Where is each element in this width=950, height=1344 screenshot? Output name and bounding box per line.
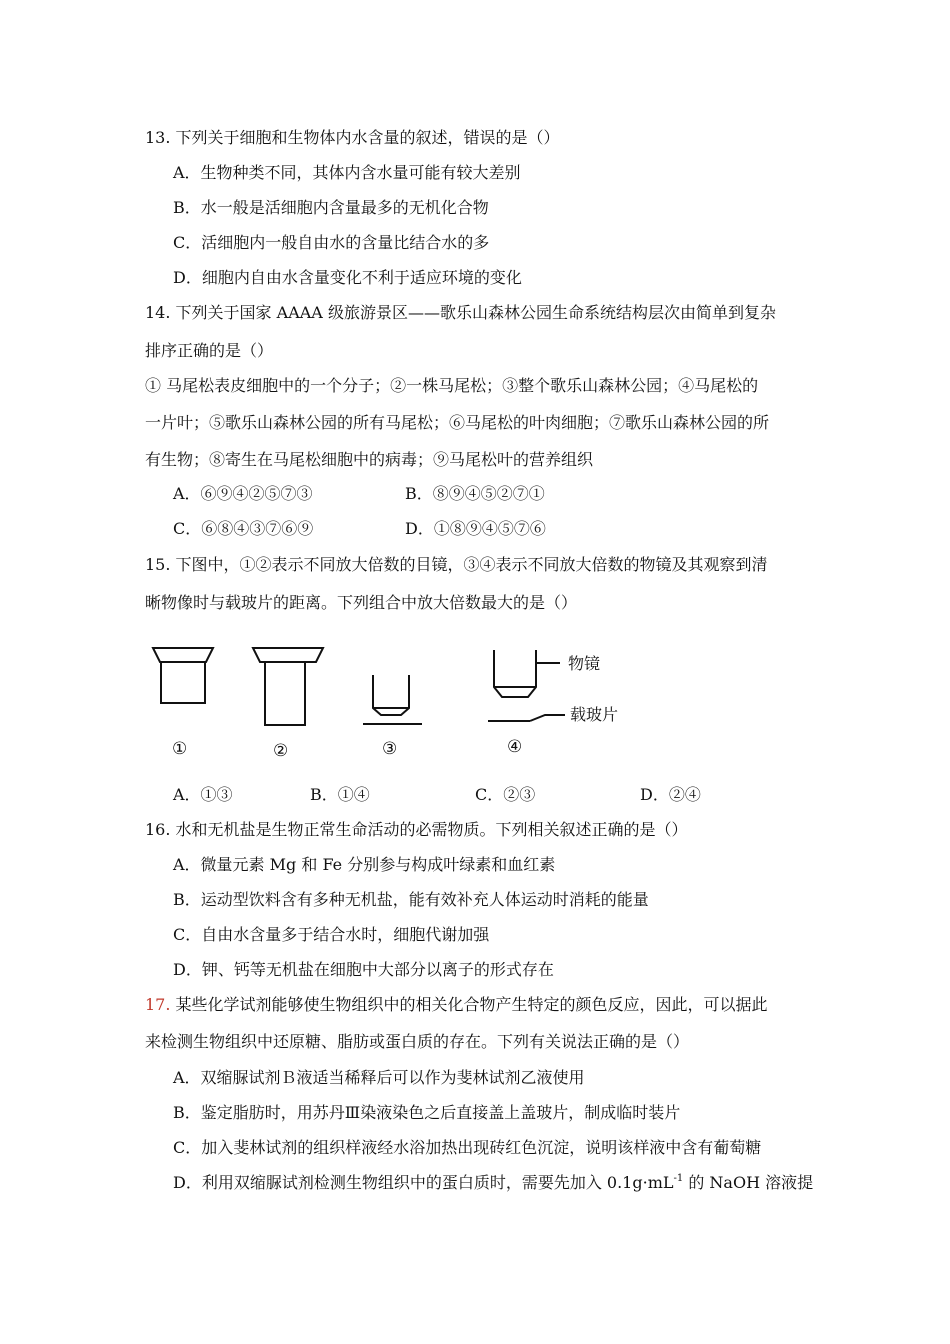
objective-4-shape [488, 650, 565, 721]
q17-option-d-superscript: -1 [673, 1173, 684, 1184]
q16-number: 16. [145, 820, 171, 839]
figure-label-3: ③ [382, 739, 398, 759]
q17-option-d [173, 1173, 813, 1196]
q14-option-d: D．①⑧⑨④⑤⑦⑥ [405, 519, 546, 538]
q13-number: 13. [145, 128, 171, 147]
q17-option-d-suffix: 的 NaOH 溶液提 [683, 1173, 814, 1192]
q15-option-c: C．②③ [475, 785, 536, 804]
q16-stem-text: 水和无机盐是生物正常生命活动的必需物质。下列相关叙述正确的是（） [175, 820, 688, 839]
q16-option-b: B．运动型饮料含有多种无机盐，能有效补充人体运动时消耗的能量 [173, 890, 649, 909]
q17-stem-text-1: 某些化学试剂能够使生物组织中的相关化合物产生特定的颜色反应，因此，可以据此 [175, 995, 768, 1014]
q15-stem-line2: 晰物像时与载玻片的距离。下列组合中放大倍数最大的是（） [145, 593, 578, 612]
figure-label-1: ① [172, 739, 188, 759]
q13-option-b: B．水一般是活细胞内含量最多的无机化合物 [173, 198, 489, 217]
figure-label-2: ② [273, 741, 289, 761]
q13-stem [145, 128, 560, 148]
q15-option-b: B．①④ [310, 785, 370, 804]
q15-option-d: D．②④ [640, 785, 701, 804]
q15-stem-text-1: 下图中，①②表示不同放大倍数的目镜，③④表示不同放大倍数的物镜及其观察到清 [175, 555, 768, 574]
q14-stem-line2: 排序正确的是（） [145, 341, 274, 360]
q17-stem-line2: 来检测生物组织中还原糖、脂肪或蛋白质的存在。下列有关说法正确的是（） [145, 1032, 690, 1051]
q16-option-a: A．微量元素 Mg 和 Fe 分别参与构成叶绿素和血红素 [173, 855, 556, 874]
q14-option-a: A．⑥⑨④②⑤⑦③ [173, 484, 313, 503]
eyepiece-2-shape [253, 648, 323, 725]
q13-option-d: D．细胞内自由水含量变化不利于适应环境的变化 [173, 268, 522, 287]
q17-option-a: A．双缩脲试剂Ｂ液适当稀释后可以作为斐林试剂乙液使用 [173, 1068, 585, 1087]
q17-option-b: B．鉴定脂肪时，用苏丹Ⅲ染液染色之后直接盖上盖玻片，制成临时装片 [173, 1103, 681, 1122]
q13-option-c: C．活细胞内一般自由水的含量比结合水的多 [173, 233, 490, 252]
q14-items-line1: ① 马尾松表皮细胞中的一个分子；②一株马尾松；③整个歌乐山森林公园；④马尾松的 [145, 376, 759, 395]
q15-number: 15. [145, 555, 171, 574]
q13-stem-text: 下列关于细胞和生物体内水含量的叙述，错误的是（） [175, 128, 560, 147]
slide-callout: 载玻片 [570, 705, 619, 724]
q17-option-c: C．加入斐林试剂的组织样液经水浴加热出现砖红色沉淀，说明该样液中含有葡萄糖 [173, 1138, 762, 1157]
eyepiece-1-shape [153, 648, 213, 703]
q14-option-b: B．⑧⑨④⑤②⑦① [405, 484, 545, 503]
q16-option-c: C．自由水含量多于结合水时，细胞代谢加强 [173, 925, 490, 944]
q14-option-c: C．⑥⑧④③⑦⑥⑨ [173, 519, 314, 538]
q14-number: 14. [145, 303, 171, 322]
microscope-figure [140, 635, 640, 770]
q14-stem-text-1: 下列关于国家 AAAA 级旅游景区——歌乐山森林公园生命系统结构层次由简单到复杂 [175, 303, 776, 322]
q15-stem-line1 [145, 555, 768, 575]
q16-stem [145, 820, 688, 840]
q15-option-a: A．①③ [173, 785, 233, 804]
objective-callout: 物镜 [568, 654, 601, 673]
q17-stem-line1 [145, 995, 768, 1015]
figure-label-4: ④ [507, 737, 523, 757]
q14-items-line2: 一片叶；⑤歌乐山森林公园的所有马尾松；⑥马尾松的叶肉细胞；⑦歌乐山森林公园的所 [145, 413, 770, 432]
q17-number: 17. [145, 995, 171, 1014]
objective-3-shape [363, 675, 422, 724]
q16-option-d: D．钾、钙等无机盐在细胞中大部分以离子的形式存在 [173, 960, 554, 979]
q17-option-d-prefix: D．利用双缩脲试剂检测生物组织中的蛋白质时，需要先加入 0.1g·mL [173, 1173, 674, 1192]
q13-option-a: A．生物种类不同，其体内含水量可能有较大差别 [173, 163, 521, 182]
q14-items-line3: 有生物；⑧寄生在马尾松细胞中的病毒；⑨马尾松叶的营养组织 [145, 450, 594, 469]
q14-stem-line1 [145, 303, 776, 323]
